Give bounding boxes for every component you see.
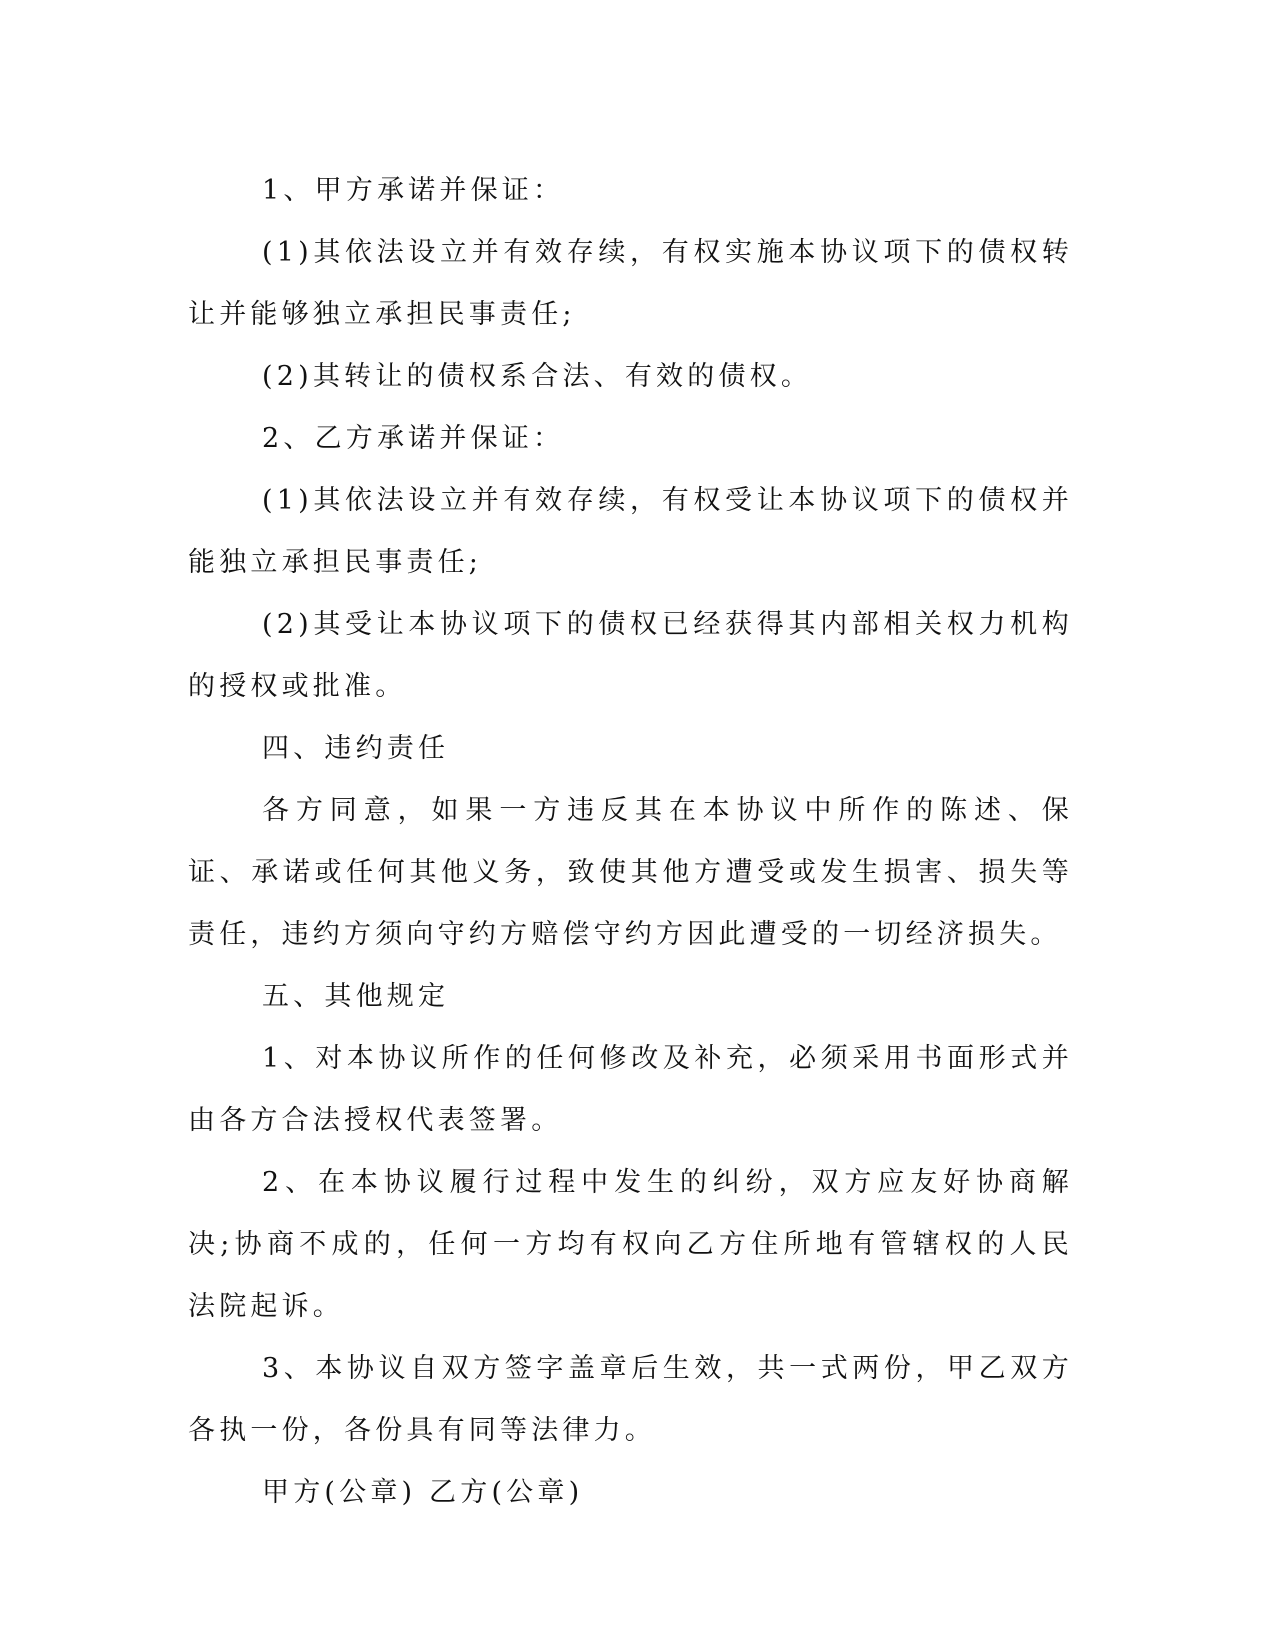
section-heading-breach: 四、违约责任: [262, 733, 450, 764]
breach-liability-text: 各方同意，如果一方违反其在本协议中所作的陈述、保证、承诺或任何其他义务，致使其他方遭受或发生损害、损失等责任，违约方须向守约方赔偿守约方因此遭受的一切经济损失。: [188, 795, 1073, 950]
other-provision-2: 2、在本协议履行过程中发生的纠纷，双方应友好协商解决;协商不成的，任何一方均有权向乙方住所地有管辖权的人民法院起诉。: [188, 1167, 1073, 1322]
clause-party-a-item-1: (1)其依法设立并有效存续，有权实施本协议项下的债权转让并能够独立承担民事责任;: [188, 237, 1073, 330]
section-heading-other: 五、其他规定: [262, 981, 450, 1012]
clause-party-b-item-2: (2)其受让本协议项下的债权已经获得其内部相关权力机构的授权或批准。: [188, 609, 1073, 702]
clause-party-b-item-1: (1)其依法设立并有效存续，有权受让本协议项下的债权并能独立承担民事责任;: [188, 485, 1073, 578]
other-provision-3: 3、本协议自双方签字盖章后生效，共一式两份，甲乙双方各执一份，各份具有同等法律力。: [188, 1353, 1073, 1446]
signature-line: 甲方(公章) 乙方(公章): [262, 1477, 584, 1508]
clause-party-b-promise-heading: 2、乙方承诺并保证：: [262, 423, 565, 454]
clause-party-a-promise-heading: 1、甲方承诺并保证：: [262, 175, 565, 206]
other-provision-1: 1、对本协议所作的任何修改及补充，必须采用书面形式并由各方合法授权代表签署。: [188, 1043, 1073, 1136]
clause-party-a-item-2: (2)其转让的债权系合法、有效的债权。: [262, 361, 813, 392]
document-body: [188, 160, 1073, 1524]
